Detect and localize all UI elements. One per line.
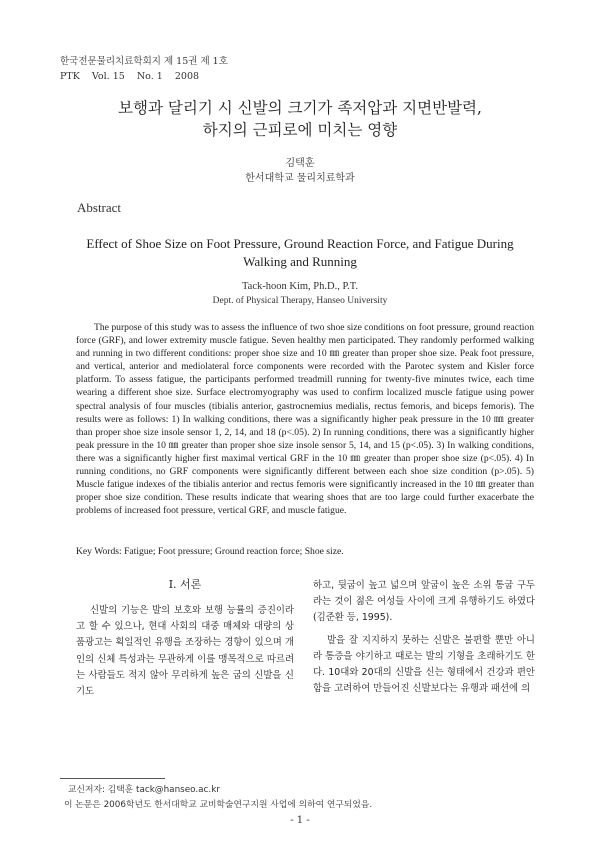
korean-title [0,97,600,141]
korean-author-affiliation: 한서대학교 물리치료학과 [245,173,355,184]
introduction-paragraph-1: 신발의 기능은 발의 보호와 보행 능률의 증진이라고 할 수 있으나, 현대 사회의 대중 매체와 대량의 상품광고는 획일적인 유행을 조장하는 경향이 있으며 개인의 신체 특성과는 무관하게 이를 맹목적으로 따르려는 사람들도 적지 않아 무리하게 높은 굽의 신발을 신기도 [76,605,294,698]
footnotes [64,783,372,812]
abstract-heading: Abstract [77,200,122,215]
keywords: Key Words: Fatigue; Foot pressure; Ground reaction force; Shoe size. [76,546,344,557]
english-author-affiliation: Dept. of Physical Therapy, Hanseo University [212,296,388,306]
page-number: - 1 - [290,815,310,826]
introduction-paragraph-1-continued: 하고, 뒷굽이 높고 넓으며 앞굽이 높은 소위 통굽 구두라는 것이 젊은 여성들 사이에 크게 유행하기도 하였다(김준환 등, 1995). [313,580,535,624]
abstract-text: The purpose of this study was to assess the influence of two shoe size conditions on foot pressure, ground reaction force (GRF), and lower extremity muscle fatigue. Seven healthy men participated. They randomly performed walking and running in two different conditions: proper shoe size and 10 ㎜ greater than proper shoe size. Peak foot pressure, and vertical, anterior and mediolateral force components were recorded with the Parotec system and Kisler force platform. To assess fatigue, the participants performed treadmill running for twenty-five minutes twice, each time wearing a different shoe size. Surface electromyography was used to confirm localized muscle fatigue using power spectral analysis of four muscles (tibialis anterior, gastrocnemius medialis, rectus femoris, and biceps femoris). The results were as follows: 1) In walking conditions, there was a significantly higher peak pressure in the 10 ㎜ greater than proper shoe size insole sensor 1, 2, 14, and 18 (p<.05). 2) In running conditions, there was a significantly higher peak pressure in the 10 ㎜ greater than proper shoe size insole sensor 5, 14, and 15 (p<.05). 3) In walking conditions, there was a significantly higher first maximal vertical GRF in the 10 ㎜ greater than proper shoe size (p<.05). 4) In running conditions, no GRF components were significantly different between each shoe size condition (p>.05). 5) Muscle fatigue indexes of the tibialis anterior and rectus femoris were significantly increased in the 10 ㎜ greater than proper shoe size condition. These results indicate that wearing shoes that are too large could further exacerbate the problems of increased foot pressure, vertical GRF, and muscle fatigue. [76,322,534,517]
english-title [60,235,540,271]
funding-note: 이 논문은 2006학년도 한서대학교 교비학술연구지원 사업에 의하여 연구되었음. [64,799,373,810]
korean-title-line-1: 보행과 달리기 시 신발의 크기가 족저압과 지면반발력, [118,99,482,117]
left-column [76,576,294,700]
journal-name: 한국전문물리치료학회지 제 15권 제 1호 [60,56,228,67]
introduction-paragraph-2: 발을 잘 지지하지 못하는 신발은 불편할 뿐만 아니라 통증을 야기하고 때로는 발의 기형을 초래하기도 한다. 10대와 20대의 신발을 신는 형태에서 건강과 편안함을 고려하여 만들어진 신발보다는 유행과 패션에 의 [313,634,535,695]
english-author-block [0,280,600,308]
journal-volume: PTK Vol. 15 No. 1 2008 [60,71,200,82]
journal-header [60,54,228,84]
english-author-name: Tack-hoon Kim, Ph.D., P.T. [241,281,359,292]
english-title-line-2: Walking and Running [243,254,357,269]
english-title-line-1: Effect of Shoe Size on Foot Pressure, Ground Reaction Force, and Fatigue During [86,236,514,251]
right-column [313,578,535,697]
section-heading-introduction: I. 서론 [168,578,202,591]
korean-title-line-2: 하지의 근피로에 미치는 영향 [202,121,398,139]
korean-author-name: 김택훈 [285,158,315,169]
corresponding-author-note: 교신저자: 김택훈 tack@hanseo.ac.kr [68,785,220,795]
footnote-divider [60,778,165,779]
korean-author-block [0,156,600,186]
